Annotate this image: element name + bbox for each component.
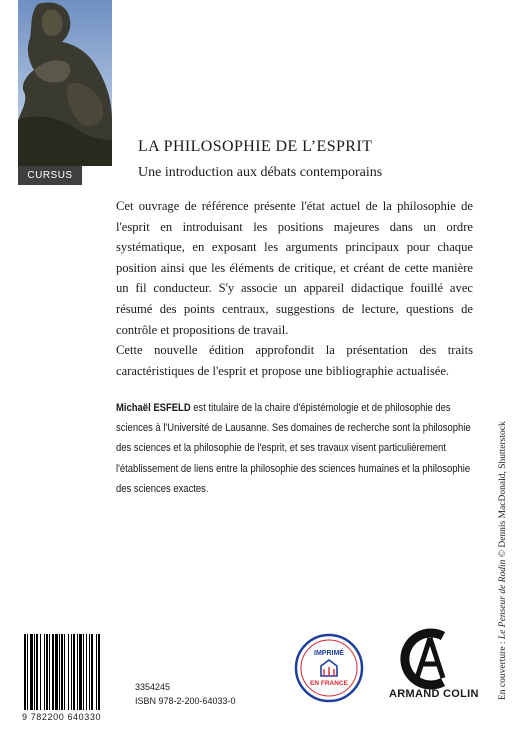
barcode-bar — [98, 634, 100, 710]
author-bio-text: est titulaire de la chaire d'épistémologie et de philosophie des sciences à l'Université de Lausanne. Ses domaines de recherche sont la philosophie des sciences et la philosophie de l'esprit, et ses travaux visent particulièrement l'établissement de liens entre la philosophie des sciences humaines et la philosophie des sciences exactes. — [116, 402, 471, 495]
barcode-bar — [71, 634, 72, 710]
author-name: Michaël ESFELD — [116, 402, 191, 414]
author-bio — [116, 398, 477, 499]
barcode-bar — [73, 634, 75, 710]
barcode-bar — [59, 634, 60, 710]
book-description — [116, 196, 473, 381]
barcode-bar — [24, 634, 26, 710]
barcode-bar — [44, 634, 45, 710]
barcode-bar — [64, 634, 65, 710]
barcode-digits: 9 782200 640330 — [22, 712, 102, 722]
cover-photo-thinker — [18, 0, 112, 166]
barcode-bar — [77, 634, 78, 710]
barcode-bar — [49, 634, 50, 710]
isbn: ISBN 978-2-200-64033-0 — [135, 696, 236, 706]
seal-bottom-text: EN FRANCE — [310, 680, 348, 687]
barcode-bar — [96, 634, 97, 710]
barcode-bar — [27, 634, 28, 710]
book-title: LA PHILOSOPHIE DE L’ESPRIT — [138, 138, 373, 155]
barcode-bar — [46, 634, 48, 710]
barcode-bar — [91, 634, 93, 710]
barcode-bar — [36, 634, 38, 710]
barcode-bar — [86, 634, 87, 710]
barcode-bar — [30, 634, 33, 710]
barcode — [22, 634, 124, 710]
book-subtitle: Une introduction aux débats contemporains — [138, 165, 383, 180]
credit-suffix: © Dennis MacDonald, Shutterstock — [498, 421, 508, 560]
barcode-bar — [52, 634, 54, 710]
credit-artwork: Le Penseur de Rodin — [498, 559, 508, 640]
description-paragraph-2: Cette nouvelle édition approfondit la présentation des traits caractéristiques de l'esprit et propose une bibliographie actualisée. — [116, 343, 473, 378]
credit-prefix: En couverture : — [498, 639, 508, 700]
barcode-bar — [89, 634, 90, 710]
barcode-bar — [83, 634, 84, 710]
series-tag: CURSUS — [18, 166, 82, 185]
barcode-bar — [79, 634, 82, 710]
barcode-bar — [34, 634, 35, 710]
printed-in-france-seal-icon — [293, 632, 365, 704]
armand-colin-logo-icon — [397, 628, 463, 690]
barcode-bar — [68, 634, 69, 710]
barcode-bar — [61, 634, 63, 710]
description-paragraph-1: Cet ouvrage de référence présente l'état actuel de la philosophie de l'esprit en introduisant les positions majeures dans un ordre systématique, en exposant les arguments principaux pour chaque position ainsi que les éléments de critique, et créant de cette manière un fil conducteur. S'y associe un appareil didactique fouillé avec résumé des points centraux, suggestions de lecture, questions de contrôle et propositions de travail. — [116, 199, 473, 337]
seal-top-text: IMPRIMÉ — [314, 650, 344, 657]
cover-credit — [498, 421, 508, 700]
barcode-bar — [40, 634, 41, 710]
publisher-name: ARMAND COLIN — [389, 688, 479, 700]
barcode-bar — [55, 634, 58, 710]
internal-code: 3354245 — [135, 682, 171, 692]
